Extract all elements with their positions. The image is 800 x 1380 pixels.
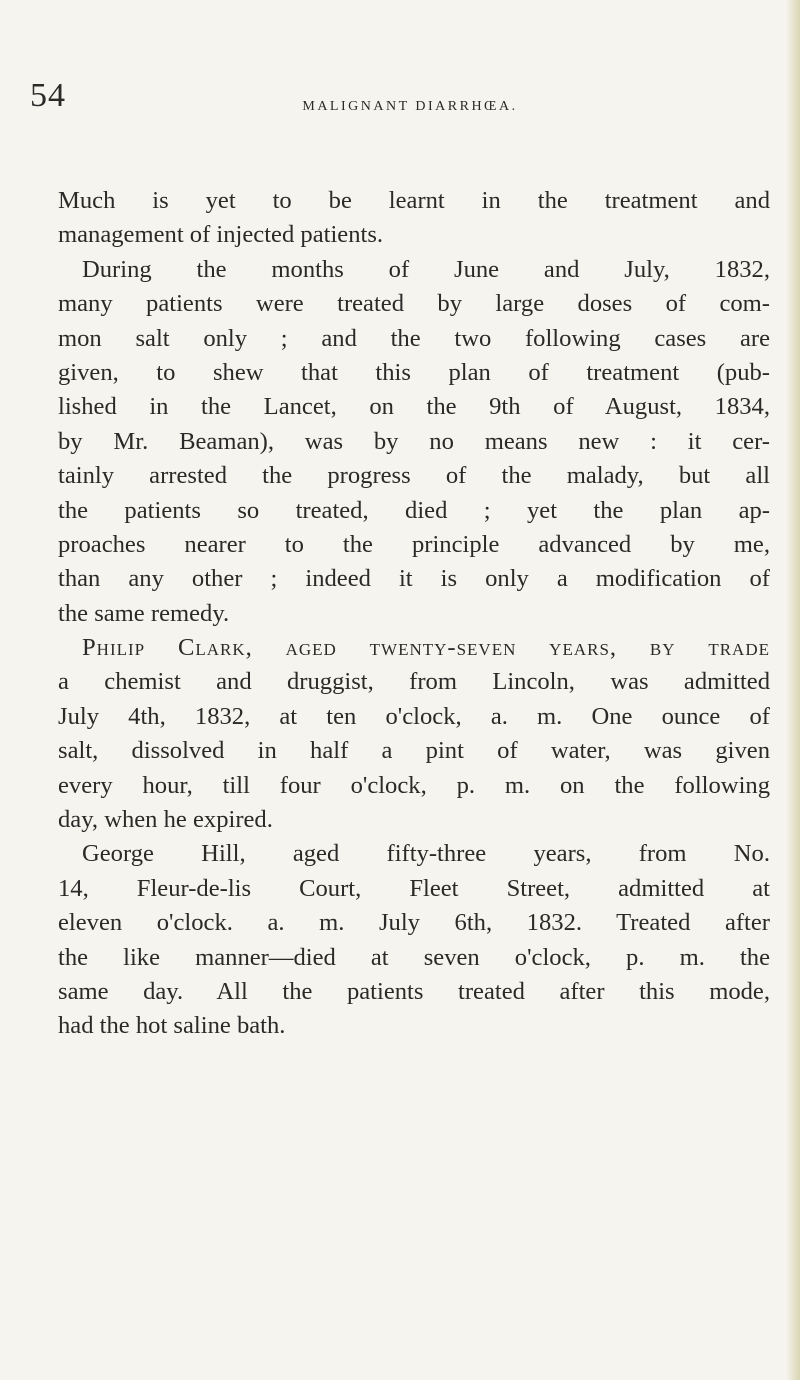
- text-line: mon salt only ; and the two following cases are: [58, 324, 770, 352]
- text-line: 14, Fleur-de-lis Court, Fleet Street, admitted at: [58, 874, 770, 902]
- body-text: [58, 184, 770, 1044]
- text-line: given, to shew that this plan of treatment (pub-: [58, 358, 770, 386]
- text-line: During the months of June and July, 1832,: [82, 255, 770, 283]
- text-line: eleven o'clock. a. m. July 6th, 1832. Treated after: [58, 909, 770, 937]
- text-line: George Hill, aged fifty-three years, from No.: [82, 840, 770, 868]
- text-line: a chemist and druggist, from Lincoln, was admitted: [58, 668, 770, 696]
- text-line: the same remedy.: [58, 599, 230, 627]
- text-line: tainly arrested the progress of the malady, but all: [58, 462, 770, 490]
- text-line: the like manner—died at seven o'clock, p. m. the: [58, 943, 770, 971]
- text-line: than any other ; indeed it is only a modification of: [58, 565, 770, 593]
- page-edge-shadow: [786, 0, 800, 1380]
- text-line: lished in the Lancet, on the 9th of August, 1834,: [58, 393, 770, 421]
- text-line: salt, dissolved in half a pint of water, was given: [58, 737, 770, 765]
- page-number: 54: [30, 77, 66, 114]
- text-line: Philip Clark, aged twenty-seven years, by trade: [82, 634, 770, 662]
- text-line: management of injected patients.: [58, 221, 384, 249]
- text-line: many patients were treated by large doses of com-: [58, 290, 770, 318]
- text-line: Much is yet to be learnt in the treatment and: [58, 187, 770, 214]
- text-line: by Mr. Beaman), was by no means new : it cer-: [58, 427, 770, 455]
- text-line: July 4th, 1832, at ten o'clock, a. m. One ounce of: [58, 702, 770, 730]
- text-line: had the hot saline bath.: [58, 1012, 286, 1040]
- running-head: MALIGNANT DIARRHŒA.: [302, 99, 518, 114]
- text-line: every hour, till four o'clock, p. m. on the following: [58, 771, 770, 799]
- text-line: proaches nearer to the principle advanced by me,: [58, 530, 770, 558]
- text-line: the patients so treated, died ; yet the plan ap-: [58, 496, 770, 524]
- text-line: same day. All the patients treated after this mode,: [58, 977, 770, 1005]
- text-line: day, when he expired.: [58, 806, 273, 834]
